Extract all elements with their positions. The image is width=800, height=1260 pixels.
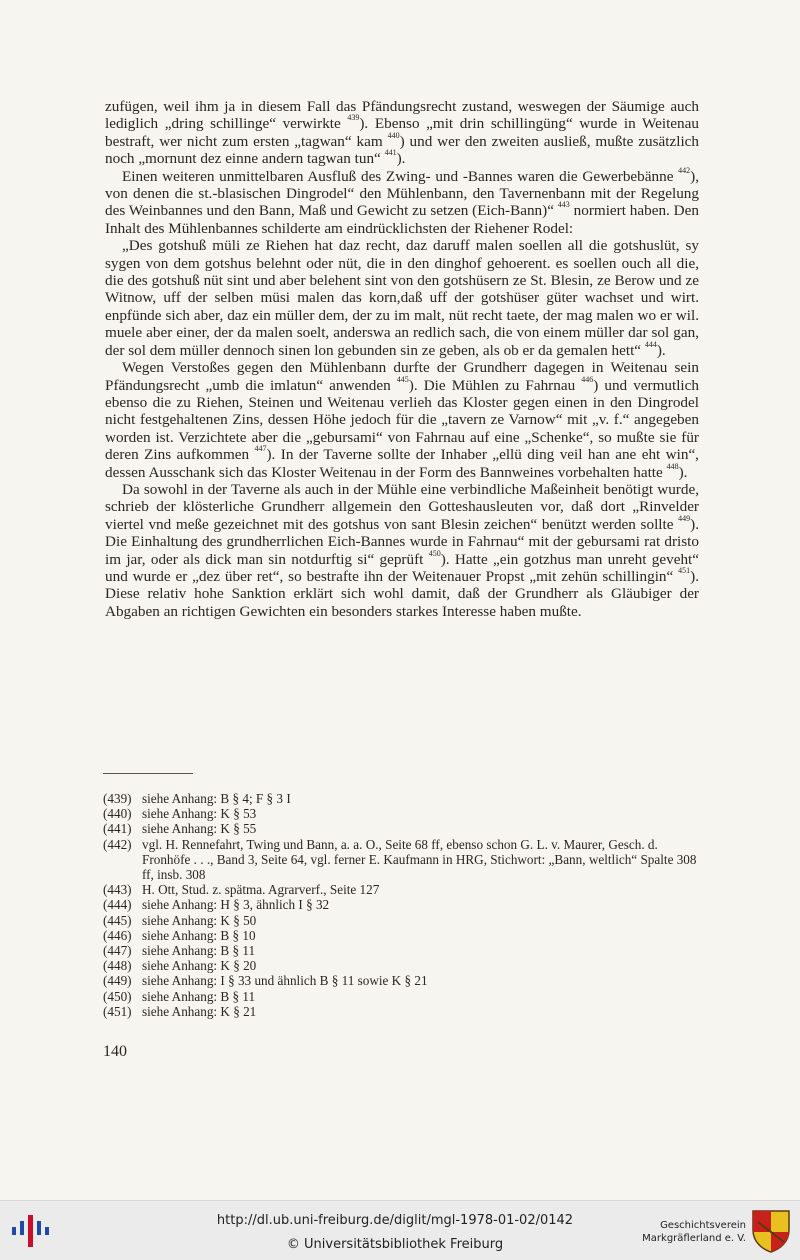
footnote xyxy=(103,1004,703,1019)
footnote-text: siehe Anhang: B § 11 xyxy=(142,988,256,1004)
footnote-number: (443) xyxy=(103,882,132,898)
footnote-number: (444) xyxy=(103,897,132,913)
footnote-text: siehe Anhang: K § 20 xyxy=(142,958,257,974)
footnote-ref[interactable]: 444 xyxy=(644,339,657,349)
text-run: ). Ebenso „mit drin schillingüng“ wurde in Weitenau bestraft, wer nicht zum ersten „tagwan“ kam xyxy=(105,115,699,150)
footnote-number: (442) xyxy=(103,836,132,852)
text-run: ). Die Einhaltung des grundherrlichen Eich-Bannes wurde in Fahrnau“ mit der gebursami rat dristo im jar, oder als dick man sin notdurftig si“ geprüft xyxy=(105,515,699,568)
footnote-text: siehe Anhang: K § 50 xyxy=(142,912,257,928)
body-text xyxy=(105,98,699,620)
footnote xyxy=(103,989,703,1004)
publisher-name xyxy=(606,1219,746,1245)
footnote-number: (445) xyxy=(103,912,132,928)
footnote-text: siehe Anhang: I § 33 und ähnlich B § 11 sowie K § 21 xyxy=(142,973,428,989)
footnote-text: siehe Anhang: B § 10 xyxy=(142,927,256,943)
footnote xyxy=(103,943,703,958)
footnote xyxy=(103,973,703,988)
footnote xyxy=(103,821,703,836)
publisher-line-1: Geschichtsverein xyxy=(660,1220,746,1231)
publisher-line-2: Markgräflerland e. V. xyxy=(642,1233,746,1244)
footnote-text: H. Ott, Stud. z. spätma. Agrarverf., Seite 127 xyxy=(142,882,380,898)
footnote-ref[interactable]: 439 xyxy=(347,113,360,123)
text-run: ) und vermutlich ebenso die zu Riehen, Steinen und Weitenau verlieh das Kloster gegen einen in den Dingrodel nicht festgehaltenen Zins, dessen Höhe jedoch für die „tavern ze Varnow“ mit „v. f.“ angegeben worden ist. Verzichtete aber die „gebursami“ von Fahrnau auf eine „Schenke“, so mußte sie für deren Zins aufkommen xyxy=(105,376,699,464)
footnote-ref[interactable]: 446 xyxy=(581,374,594,384)
text-run: „Des gotshuß müli ze Riehen hat daz recht, daz daruff malen soellen all die gotshuslüt, sy sygen von dem gotshus belehnt oder nüt, die in den dinghof gehoerent. es soellen ouch all die, die des gotshuß nüt sint und aber belehent sint von den gotshüsern ze St. Blesin, ze Berow und ze Witnow, uff der selben müsi malen das korn,daß uff der gotshüser güter wachset und wirt. enpfünde sich aber, daz ein müller dem, der zu im malt, nüt recht taete, der mag malen wo er wil. muele aber einer, der da malen soelt, anderswa an redlich sach, die von einem müller dar sol gan, der sol dem müller dennoch sinen lon gebunden sin ze geben, als ob er da gemalen hett“ xyxy=(105,237,699,359)
footnote-ref[interactable]: 445 xyxy=(396,374,409,384)
paragraph-3 xyxy=(105,359,699,481)
text-run: ). Hatte „ein gotzhus man unreht geveht“ und wurde er „dez über ret“, so bestrafte ihn der Weitenauer Propst „mit zehün schillingin“ xyxy=(105,550,699,585)
text-run: ), von denen die st.-blasischen Dingrodel“ den Mühlenbann, den Tavernenbann mit der Regelung des Weinbannes und den Bann, Maß und Gewicht zu setzen (Eich-Bann)“ xyxy=(105,167,699,220)
text-run: ). xyxy=(396,150,406,168)
footnote-text: vgl. H. Rennefahrt, Twing und Bann, a. a. O., Seite 68 ff, ebenso schon G. L. v. Maurer, Gesch. d. Fronhöfe . . ., Band 3, Seite 64, vgl. ferner E. Kaufmann in HRG, Stichwort: „Bann, weltlich“ Spalte 308 ff, insb. 308 xyxy=(142,836,697,883)
footnote-text: siehe Anhang: K § 21 xyxy=(142,1003,257,1019)
text-run: normiert haben. Den Inhalt des Mühlenbannes schilderte am eindrücklichsten der Riehener Rodel: xyxy=(105,202,699,237)
text-run: ). xyxy=(656,341,666,359)
footnote-ref[interactable]: 443 xyxy=(557,200,570,210)
footnote xyxy=(103,897,703,912)
text-run: Einen weiteren unmittelbaren Ausfluß des Zwing- und -Bannes waren die Gewerbebänne xyxy=(122,167,679,185)
text-run: ) und wer den zweiten ausließ, mußte zusätzlich noch „mornunt dez einne andern tagwan tun“ xyxy=(105,132,699,168)
footnote-ref[interactable]: 441 xyxy=(384,148,397,158)
footnote-divider xyxy=(103,773,193,774)
footnote-ref[interactable]: 442 xyxy=(678,165,691,175)
footnote-ref[interactable]: 449 xyxy=(678,513,691,523)
footnote-number: (450) xyxy=(103,988,132,1004)
footnote-number: (439) xyxy=(103,791,132,806)
footnote xyxy=(103,806,703,821)
text-run: Wegen Verstoßes gegen den Mühlenbann durfte der Grundherr dagegen in Weitenau sein Pfändungsrecht „umb die imlatun“ anwenden xyxy=(105,359,699,394)
text-run: ). Die Mühlen zu Fahrnau xyxy=(408,376,582,394)
text-run: zufügen, weil ihm ja in diesem Fall das Pfändungsrecht zustand, weswegen der Säumige auch lediglich „dring schillinge“ verwirkte xyxy=(105,98,699,133)
footnote xyxy=(103,837,703,883)
paragraph-4 xyxy=(105,481,699,620)
page-number: 140 xyxy=(103,1043,127,1060)
text-run: ). Diese relativ hohe Sanktion erklärt sich wohl damit, daß der Grundherr als Gläubiger der Abgaben an richtigen Gewichten ein besonders starkes Interesse haben mußte. xyxy=(105,567,699,620)
footnote-text: siehe Anhang: K § 55 xyxy=(142,821,257,837)
footnote-ref[interactable]: 451 xyxy=(678,565,691,575)
footnote-number: (441) xyxy=(103,821,132,837)
footnote-text: siehe Anhang: B § 4; F § 3 I xyxy=(142,791,291,806)
coat-of-arms-icon xyxy=(750,1208,792,1254)
footnotes xyxy=(103,791,703,1019)
footnote-number: (448) xyxy=(103,958,132,974)
block-quote xyxy=(105,237,699,359)
footnote-ref[interactable]: 448 xyxy=(666,461,679,471)
paragraph-2 xyxy=(105,165,699,238)
footnote-number: (440) xyxy=(103,806,132,822)
footnote-number: (447) xyxy=(103,943,132,959)
permalink[interactable]: http://dl.ub.uni-freiburg.de/diglit/mgl-1978-01-02/0142 xyxy=(216,1213,574,1228)
footnote xyxy=(103,913,703,928)
footnote-ref[interactable]: 440 xyxy=(387,130,400,140)
text-run: ). In der Taverne sollte der Inhaber „ellü ding veil han ane eht win“, dessen Ausschank sich das Kloster Weitenau in der Form des Bannweines vorbehalten hatte xyxy=(105,446,699,481)
copyright-notice: © Universitätsbibliothek Freiburg xyxy=(286,1237,504,1252)
viewer-footer xyxy=(0,1200,800,1260)
paragraph-1 xyxy=(105,98,699,168)
footnote-number: (451) xyxy=(103,1003,132,1019)
ub-freiburg-logo-icon[interactable] xyxy=(10,1213,52,1249)
footnote-ref[interactable]: 447 xyxy=(254,444,267,454)
footnote xyxy=(103,928,703,943)
footnote xyxy=(103,791,703,806)
footnote-text: siehe Anhang: K § 53 xyxy=(142,806,257,822)
footnote-ref[interactable]: 450 xyxy=(428,548,441,558)
footnote-text: siehe Anhang: B § 11 xyxy=(142,943,256,959)
footnote-text: siehe Anhang: H § 3, ähnlich I § 32 xyxy=(142,897,330,913)
footnote xyxy=(103,958,703,973)
footnote-number: (449) xyxy=(103,973,132,989)
footnote xyxy=(103,882,703,897)
text-run: ). xyxy=(678,463,688,481)
text-run: Da sowohl in der Taverne als auch in der Mühle eine verbindliche Maßeinheit benötigt wurde, schrieb der klösterliche Grundherr allgemein den Gotteshausleuten vor, daß dort „Rinvelder viertel vnd meße gezeichnet mit des gotshus von sant Blesin zeichen“ benützt werden sollte xyxy=(105,480,699,533)
footnote-number: (446) xyxy=(103,927,132,943)
